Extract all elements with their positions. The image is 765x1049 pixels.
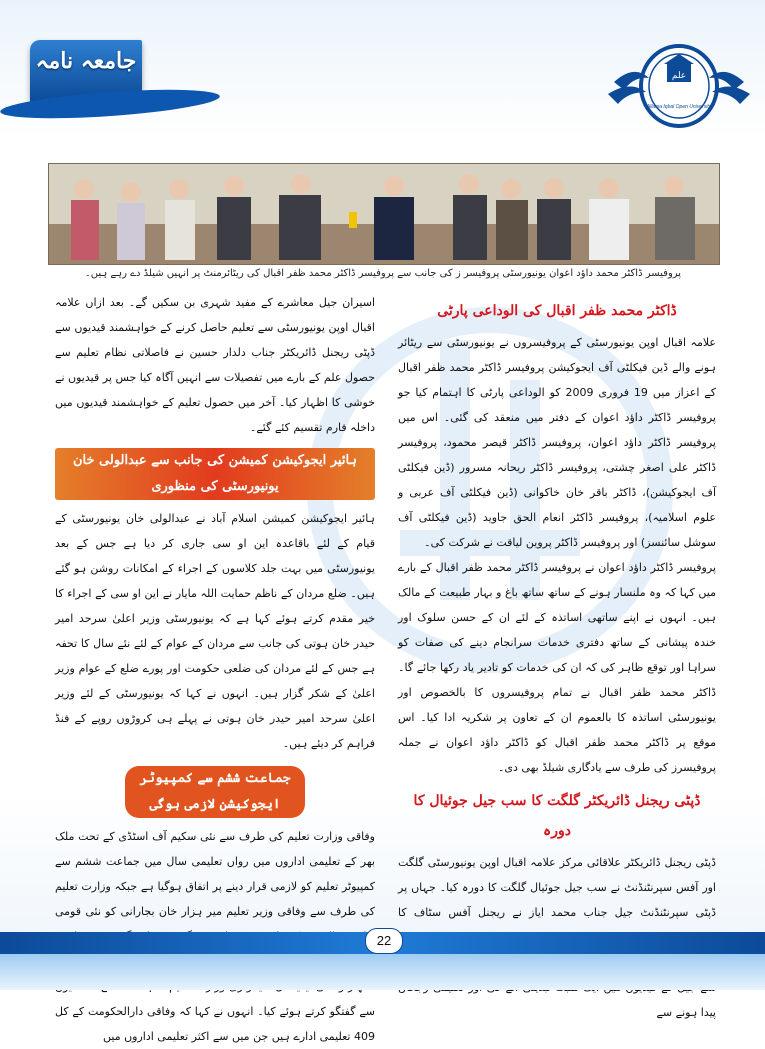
section-title: جامعہ نامہ: [35, 48, 137, 74]
computer-education-paragraph: وفاقی وزارت تعلیم کی طرف سے نئی سکیم آف اسٹڈی کے تحت ملک بھر کے تعلیمی اداروں میں رواں تعلیمی سال میں جماعت ششم سے کمپیوٹر تعلیم کو لازمی قرار دینے پر اتفاق ہوگیا ہے جبکہ وزارت تعلیم کی طرف سے وفاقی وزیر تعلیم میر ہزار خان بجارانی کو نئی قومی سے گفتگو کرتے ہوئے کیا۔ انہوں نے کہا کہ وفاقی دارالحکومت کے کل 409 تعلیمی ادارے ہیں جن میں سے اکثر تعلیمی اداروں میں: [55, 830, 375, 1043]
event-photo: [48, 163, 720, 265]
gilgit-visit-heading: ڈپٹی ریجنل ڈائریکٹر گلگت کا سب جیل جوئیال کا دورہ: [413, 793, 701, 839]
footer: [0, 924, 765, 990]
farewell-paragraph-1: علامہ اقبال اوپن یونیورسٹی کے پروفیسروں نے یونیورسٹی سے ریٹائر ہونے والے ڈین فیکلٹی آف ایجوکیشن پروفیسر ڈاکٹر محمد ظفر اقبال کے اعزاز میں 19 فروری 2009 کو الوداعی پارٹی کا اہتمام کیا جو پروفیسر ڈاکٹر داؤد اعوان کے دفتر میں منعقد کی گئی۔ اس میں پروفیسر ڈاکٹر داؤد اعوان، پروفیسر ڈاکٹر قیصر محمود، پروفیسر ڈاکٹر علی اصغر چشتی، پروفیسر ڈاکٹر ریحانہ مسرور (ڈین فیکلٹی آف ایجوکیشن)، ڈاکٹر باقر خان خاکوانی (ڈین فیکلٹی آف عربی و علوم اسلامیہ)، پروفیسر ڈاکٹر انعام الحق جاوید (ڈین فیکلٹی آف سوشل سائنسز) اور پروفیسر ڈاکٹر پروین لیاقت نے شرکت کی۔: [398, 336, 716, 549]
svg-text:علم: علم: [671, 71, 687, 81]
hec-heading: ہائیر ایجوکیشن کمیشن کی جانب سے عبدالولی خان یونیورسٹی کی منظوری: [55, 448, 375, 500]
jail-continuation-paragraph: اسیران جیل معاشرے کے مفید شہری بن سکیں گے۔ بعد ازاں علامہ اقبال اوپن یونیورسٹی سے تعلیم حاصل کرنے کے خواہشمند قیدیوں سے ڈپٹی ریجنل ڈائریکٹر جناب دلدار حسین نے فاصلاتی نظام تعلیم سے حصول علم کے بارے میں تفصیلات سے انہیں آگاہ کیا جس پر قیدیوں نے خوشی کا اظہار کیا۔ آخر میں حصول تعلیم کے خواہشمند قیدیوں میں داخلہ فارم تقسیم کئے گئے۔: [55, 296, 375, 434]
svg-text:Allama Iqbal Open University: Allama Iqbal Open University: [646, 104, 712, 110]
farewell-paragraph-2: پروفیسر ڈاکٹر داؤد اعوان نے پروفیسر ڈاکٹر محمد ظفر اقبال کے بارے میں کہا کہ وہ ملنسار ہونے کے ساتھ ساتھ باغ و بہار طبیعت کے مالک ہیں۔ انہوں نے اپنے ساتھی اساتذہ کے لئے ان کے حسن سلوک اور خندہ پیشانی کے ساتھ دفتری خدمات سرانجام دینے کی صفات کو سراہا اور توقع ظاہر کی کہ ان کی خدمات کو تادیر یاد رکھا جائے گا۔ ڈاکٹر محمد ظفر اقبال نے تمام پروفیسروں کا بالخصوص اور یونیورسٹی اساتذہ کا بالعموم ان کے تعاون پر شکریہ ادا کیا۔ اس موقع پر ڈاکٹر محمد ظفر اقبال کو ڈاکٹر داؤد اعوان نے جملہ پروفیسرز کی طرف سے یادگاری شیلڈ بھی دی۔: [398, 561, 716, 774]
right-column: [398, 290, 716, 1025]
header: [0, 0, 765, 150]
computer-education-heading: جماعت ششم سے کمپیوٹر ایجوکیشن لازمی ہوگی: [125, 766, 305, 818]
gilgit-visit-paragraph: ڈپٹی ریجنل ڈائریکٹر علاقائی مرکز علامہ اقبال اوپن یونیورسٹی گلگت اور آفس سپرنٹنڈنٹ نے سب جیل جوئیال گلگت کا دورہ کیا۔ جہاں پر ڈپٹی سپرنٹنڈنٹ جیل جناب محمد ایاز نے ریجنل آفس سٹاف کا پیدا ہونے سے: [398, 856, 716, 1019]
hec-paragraph: ہائیر ایجوکیشن کمیشن اسلام آباد نے عبدالولی خان یونیورسٹی کے قیام کے لئے باقاعدہ این او سی جاری کر دیا ہے جس کے بعد یونیورسٹی میں بہت جلد کلاسوں کے اجراء کے امکانات روشن ہو گئے ہیں۔ ضلع مردان کے ناظم حمایت اللہ مایار نے این او سی کے اجراء کا خیر مقدم کرتے ہوئے کہا ہے کہ یونیورسٹی وزیر اعلیٰ سرحد امیر حیدر خان ہوتی کی جانب سے مردان کے عوام کے لئے نئے سال کا تحفہ ہے جس کے لئے مردان کی ضلعی حکومت اور پورے ضلع کے عوام وزیر اعلیٰ کے شکر گزار ہیں۔ انہوں نے کہا کہ یونیورسٹی کے لئے وزیر اعلیٰ سرحد امیر حیدر خان ہوتی نے پہلے ہی کروڑوں روپے کے فنڈ فراہم کر دیئے ہیں۔: [55, 512, 375, 750]
farewell-heading: ڈاکٹر محمد ظفر اقبال کی الوداعی پارٹی: [437, 303, 677, 319]
university-logo: [604, 34, 754, 134]
page-number: 22: [365, 928, 403, 954]
footer-light-band: [0, 954, 765, 990]
photo-caption: پروفیسر ڈاکٹر محمد داؤد اعوان یونیورسٹی پروفیسر ز کی جانب سے پروفیسر ڈاکٹر محمد ظفر اقبال کی ریٹائرمنٹ پر انہیں شیلڈ دے رہے ہیں۔: [84, 268, 682, 279]
